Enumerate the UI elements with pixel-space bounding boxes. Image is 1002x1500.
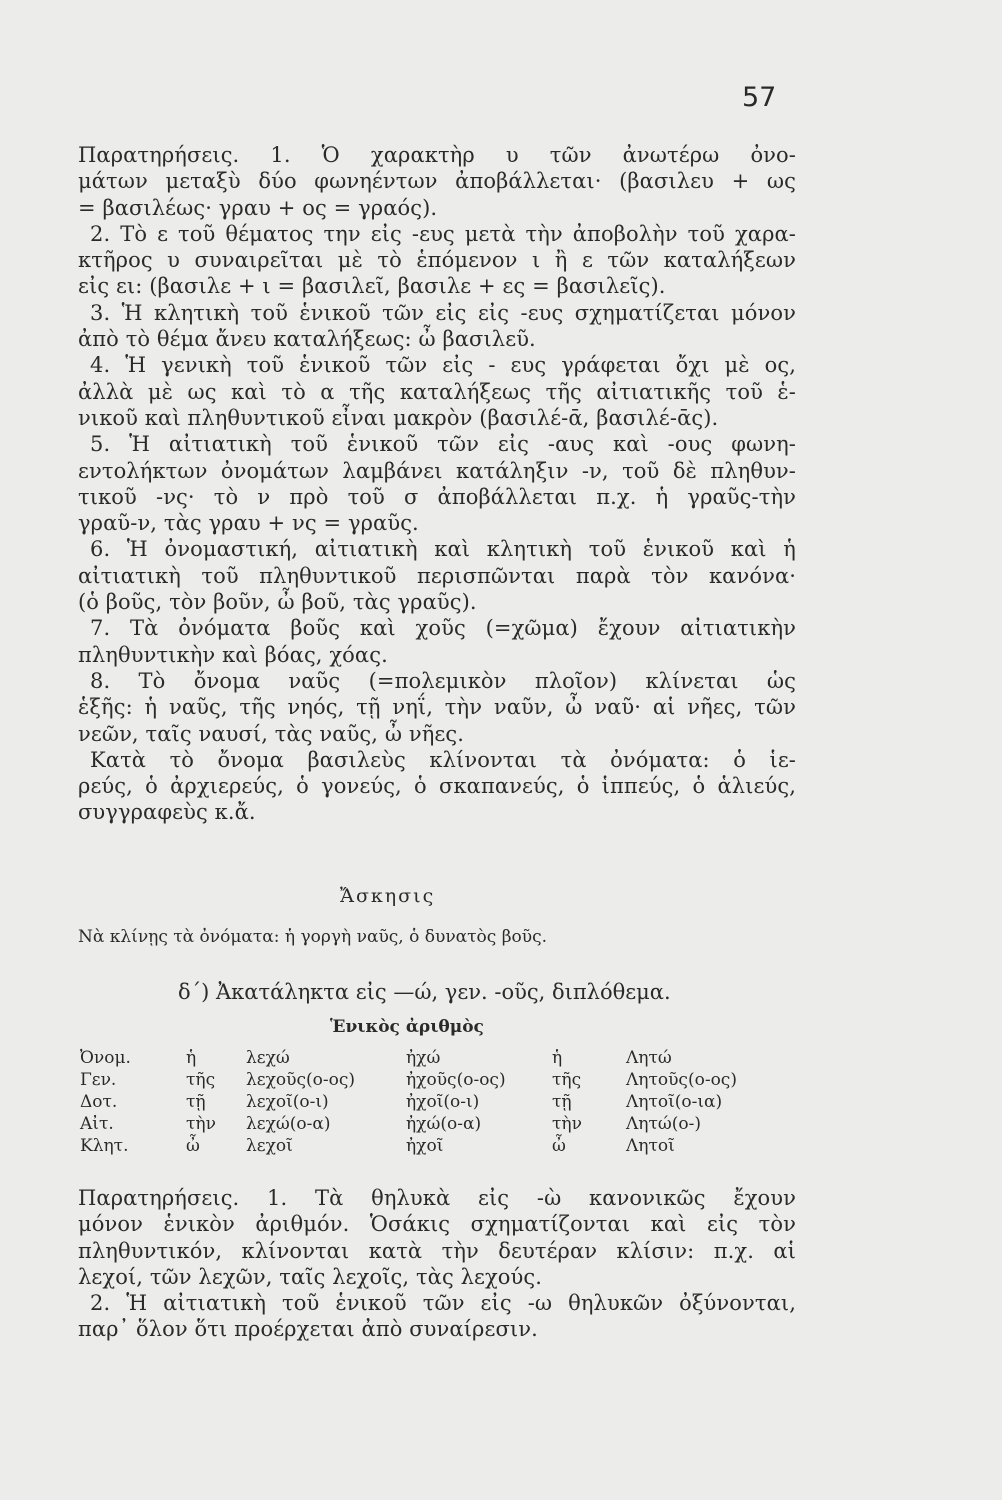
table-cell: ὦ <box>552 1136 566 1156</box>
table-cell: λεχοῦς(ο-ος) <box>246 1070 355 1090</box>
text-line: συγγραφεὺς κ.ἄ. <box>78 800 256 825</box>
text-line: 2. Ἡ αἰτιατικὴ τοῦ ἑνικοῦ τῶν εἰς -ω θηλυκῶν ὀξύνονται, <box>90 1291 796 1316</box>
table-cell: Λητοῦς(ο-ος) <box>626 1070 737 1090</box>
text-line: 7. Τὰ ὀνόματα βοῦς καὶ χοῦς (=χῶμα) ἔχουν αἰτιατικὴν <box>90 616 796 641</box>
exercise-heading: Ἄσκησις <box>340 885 436 907</box>
declension-table <box>80 1047 766 1157</box>
table-cell: τῆς <box>186 1070 216 1090</box>
text-line: 3. Ἡ κλητικὴ τοῦ ἑνικοῦ τῶν εἰς εἰς -ευς σχηματίζεται μόνον <box>90 300 796 325</box>
text-line: ἀλλὰ μὲ ως καὶ τὸ α τῆς καταλήξεως τῆς αἰτιατικῆς τοῦ ἑ- <box>78 379 796 404</box>
text-line: λεχοί, τῶν λεχῶν, ταῖς λεχοῖς, τὰς λεχούς. <box>78 1264 543 1289</box>
table-cell: Λητοῖ(ο-ια) <box>626 1092 723 1112</box>
text-line: Κατὰ τὸ ὄνομα βασιλεὺς κλίνονται τὰ ὀνόματα: ὁ ἱε- <box>90 747 796 772</box>
text-line: νικοῦ καὶ πληθυντικοῦ εἶναι μακρὸν (βασιλέ-ᾱ, βασιλέ-ᾱς). <box>78 405 719 430</box>
table-cell: τὴν <box>552 1114 582 1134</box>
case-label: Αἰτ. <box>80 1114 114 1134</box>
table-row <box>80 1047 766 1069</box>
text-line: (ὁ βοῦς, τὸν βοῦν, ὦ βοῦ, τὰς γραῦς). <box>78 590 477 615</box>
table-cell: λεχώ(ο-α) <box>246 1114 331 1134</box>
text-line: μάτων μεταξὺ δύο φωνηέντων ἀποβάλλεται· (βασιλευ + ως <box>78 169 796 194</box>
table-cell: λεχοῖ <box>246 1136 293 1156</box>
text-line: γραῦ-ν, τὰς γραυ + νς = γραῦς. <box>78 511 419 536</box>
text-line: 6. Ἡ ὀνομαστική, αἰτιατικὴ καὶ κλητικὴ τοῦ ἑνικοῦ καὶ ἡ <box>90 537 796 562</box>
text-line: νεῶν, ταῖς ναυσί, τὰς ναῦς, ὦ νῆες. <box>78 721 465 746</box>
table-cell: ἡ <box>186 1048 197 1068</box>
table-cell: ἠχοῦς(ο-ος) <box>406 1070 506 1090</box>
case-label: Κλητ. <box>80 1136 129 1156</box>
table-cell: λεχοῖ(ο-ι) <box>246 1092 329 1112</box>
table-cell: Λητώ(ο-) <box>626 1114 701 1134</box>
table-cell: ἡ <box>552 1048 563 1068</box>
text-line: 8. Τὸ ὄνομα ναῦς (=πολεμικὸν πλοῖον) κλίνεται ὡς <box>90 668 796 693</box>
table-cell: ὦ <box>186 1136 200 1156</box>
text-line: αἰτιατικὴ τοῦ πληθυντικοῦ περισπῶνται παρὰ τὸν κανόνα· <box>78 563 796 588</box>
text-line: κτῆρος υ συναιρεῖται μὲ τὸ ἑπόμενον ι ἢ ε τῶν καταλήξεων <box>78 248 796 273</box>
page-number: 57 <box>742 82 777 113</box>
table-cell: τῇ <box>552 1092 572 1112</box>
table-cell: τῆς <box>552 1070 582 1090</box>
table-caption: Ἑνικὸς ἀριθμὸς <box>330 1017 484 1037</box>
text-line: Παρατηρήσεις. 1. Ὁ χαρακτὴρ υ τῶν ἀνωτέρω ὀνο- <box>78 143 796 167</box>
text-line: πληθυντικόν, κλίνονται κατὰ τὴν δευτέραν κλίσιν: π.χ. αἱ <box>78 1238 796 1263</box>
text-line: ἑξῆς: ἡ ναῦς, τῆς νηός, τῇ νηΐ, τὴν ναῦν, ὦ ναῦ· αἱ νῆες, τῶν <box>78 695 796 720</box>
observations-section-1 <box>78 142 796 826</box>
text-line: 5. Ἡ αἰτιατικὴ τοῦ ἑνικοῦ τῶν εἰς -αυς καὶ -ους φωνη- <box>90 432 796 457</box>
table-row <box>80 1069 766 1091</box>
case-label: Δοτ. <box>80 1092 118 1112</box>
text-line: εἰς ει: (βασιλε + ι = βασιλεῖ, βασιλε + ες = βασιλεῖς). <box>78 274 666 299</box>
text-line: 2. Τὸ ε τοῦ θέματος την εἰς -ευς μετὰ τὴν ἀποβολὴν τοῦ χαρα- <box>90 221 796 246</box>
section-heading: δ΄) Ἀκατάληκτα εἰς —ώ, γεν. -οῦς, διπλόθεμα. <box>178 980 671 1004</box>
text-line: τικοῦ -νς· τὸ ν πρὸ τοῦ σ ἀποβάλλεται π.χ. ἡ γραῦς-τὴν <box>78 484 796 509</box>
text-line: = βασιλέως· γραυ + ος = γραός). <box>78 195 438 220</box>
text-line: εντολήκτων ὀνομάτων λαμβάνει κατάληξιν -ν, τοῦ δὲ πληθυν- <box>78 458 796 483</box>
exercise-body: Νὰ κλίνῃς τὰ ὀνόματα: ἡ γοργὴ ναῦς, ὁ δυνατὸς βοῦς. <box>78 927 548 947</box>
table-row <box>80 1091 766 1113</box>
text-line: ρεύς, ὁ ἀρχιερεύς, ὁ γονεύς, ὁ σκαπανεύς, ὁ ἱππεύς, ὁ ἁλιεύς, <box>78 774 796 799</box>
table-cell: Λητοῖ <box>626 1136 675 1156</box>
table-cell: ἠχώ <box>406 1048 441 1068</box>
table-cell: ἠχοῖ <box>406 1136 444 1156</box>
observations-section-2 <box>78 1185 796 1343</box>
text-line: Παρατηρήσεις. 1. Τὰ θηλυκὰ εἰς -ὼ κανονικῶς ἔχουν <box>78 1186 796 1210</box>
table-cell: ἠχοῖ(ο-ι) <box>406 1092 480 1112</box>
table-row <box>80 1135 766 1157</box>
table-cell: Λητώ <box>626 1048 672 1068</box>
case-label: Ὀνομ. <box>80 1048 131 1068</box>
text-line: μόνον ἑνικὸν ἀριθμόν. Ὁσάκις σχηματίζονται καὶ εἰς τὸν <box>78 1212 796 1237</box>
table-row <box>80 1113 766 1135</box>
table-cell: λεχώ <box>246 1048 290 1068</box>
text-line: 4. Ἡ γενικὴ τοῦ ἑνικοῦ τῶν εἰς - ευς γράφεται ὄχι μὲ ος, <box>90 353 796 378</box>
table-cell: τὴν <box>186 1114 216 1134</box>
text-line: πληθυντικὴν καὶ βόας, χόας. <box>78 642 388 667</box>
table-cell: ἠχώ(ο-α) <box>406 1114 482 1134</box>
text-line: παρ᾽ ὅλον ὅτι προέρχεται ἀπὸ συναίρεσιν. <box>78 1317 538 1342</box>
case-label: Γεν. <box>80 1070 117 1090</box>
text-line: ἀπὸ τὸ θέμα ἄνευ καταλήξεως: ὦ βασιλεῦ. <box>78 327 536 352</box>
table-cell: τῇ <box>186 1092 206 1112</box>
